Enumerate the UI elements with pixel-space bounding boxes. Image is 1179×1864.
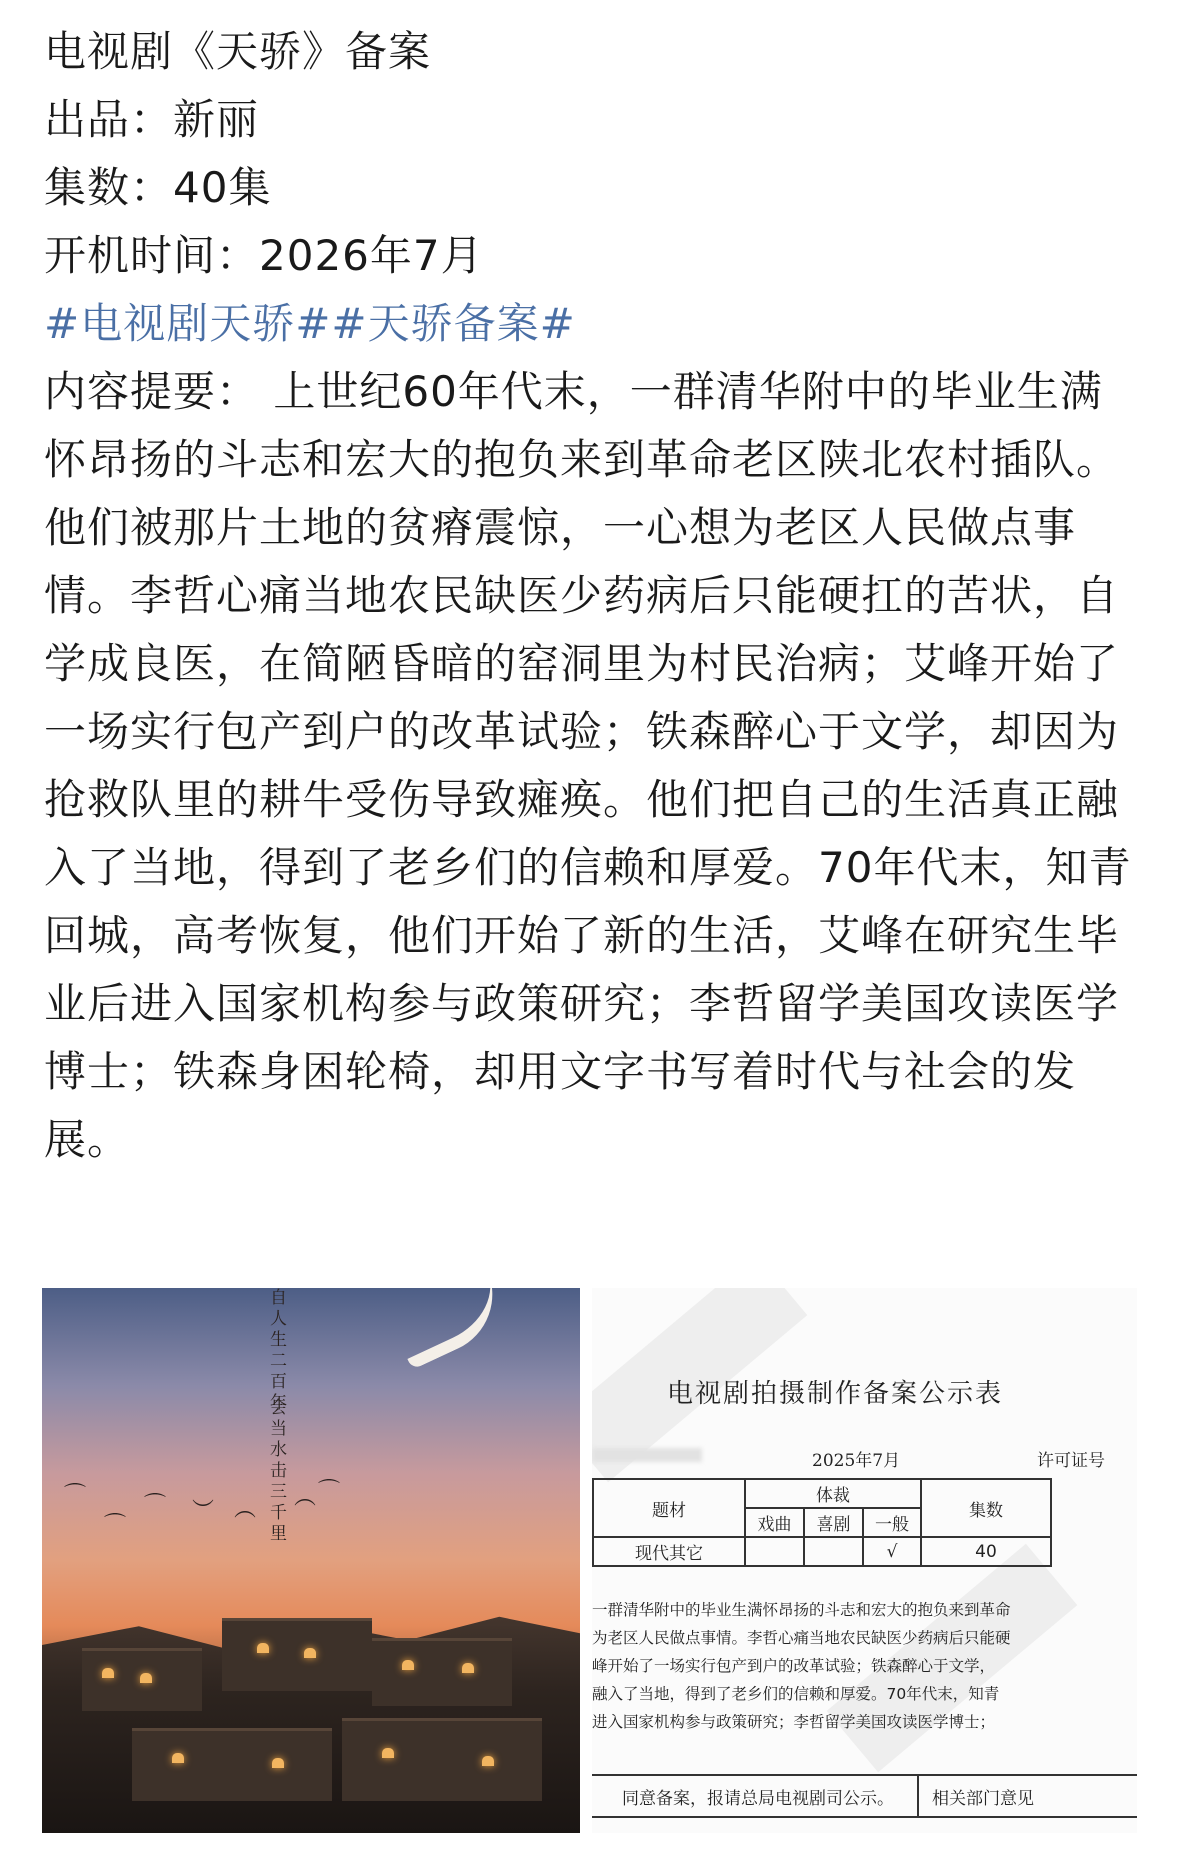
cell-opera [745,1537,804,1566]
bird-icon: ⌒ [104,1513,127,1538]
bird-icon: ⌒ [318,1479,341,1504]
image-grid [42,1288,1137,1833]
footer-department-opinion: 相关部门意见 [932,1789,1034,1809]
document-body-line: 峰开始了一场实行包产到户的改革试验；铁森醉心于文学， [592,1657,996,1675]
calligraphy-brush-stroke [382,1288,512,1370]
header-comedy: 喜剧 [804,1508,863,1537]
drama-poster-image[interactable] [42,1288,580,1833]
drama-title-line: 电视剧《天骄》备案 [44,27,432,76]
bird-icon: ︵ [294,1485,317,1510]
lit-window [102,1668,114,1678]
hashtag-tianjiao-filing[interactable]: #天骄备案# [331,299,576,348]
header-subject: 题材 [593,1479,745,1537]
village-house [342,1718,542,1801]
poster-vertical-text-1: 自人生二百年 [266,1288,286,1414]
header-opera: 戏曲 [745,1508,804,1537]
document-body-line: 为老区人民做点事情。李哲心痛当地农民缺医少药病后只能硬 [592,1629,1011,1647]
lit-window [257,1643,269,1653]
footer-divider [917,1776,919,1816]
lit-window [172,1753,184,1763]
village-house [222,1618,372,1691]
header-general: 一般 [863,1508,921,1537]
producer-line: 出品：新丽 [44,95,260,144]
document-body [592,1596,1137,1736]
cell-subject: 现代其它 [593,1537,745,1566]
content-summary: 内容提要： 上世纪60年代末，一群清华附中的毕业生满怀昂扬的斗志和宏大的抱负来到革命老区陕北农村插队。他们被那片土地的贫瘠震惊，一心想为老区人民做点事情。李哲心痛当地农民缺医少药病后只能硬扛的苦状，自学成良医，在简陋昏暗的窑洞里为村民治病；艾峰开始了一场实行包产到户的改革试验；铁森醉心于文学，却因为抢救队里的耕牛受伤导致瘫痪。他们把自己的生活真正融入了当地，得到了老乡们的信赖和厚爱。70年代末，知青回城，高考恢复，他们开始了新的生活，艾峰在研究生毕业后进入国家机构参与政策研究；李哲留学美国攻读医学博士；铁森身困轮椅，却用文字书写着时代与社会的发展。 [44,367,1132,1164]
village-house [132,1728,332,1801]
document-body-line: 进入国家机构参与政策研究；李哲留学美国攻读医学博士； [592,1713,996,1731]
lit-window [382,1748,394,1758]
permit-number-label: 许可证号 [1037,1451,1105,1471]
cell-general-check: √ [863,1537,921,1566]
header-episodes: 集数 [921,1479,1051,1537]
bird-icon: ⌒ [144,1493,167,1518]
lit-window [304,1648,316,1658]
lit-window [462,1663,474,1673]
blurred-text [592,1448,702,1462]
bird-icon: ︶ [192,1499,215,1524]
document-footer [592,1774,1137,1818]
poster-vertical-text-2: 会当水击三千里 [266,1398,286,1545]
hashtag-drama-tianjiao[interactable]: #电视剧天骄# [44,299,332,348]
filing-document-image[interactable] [592,1288,1137,1833]
bird-icon: ⌒ [64,1483,87,1508]
lit-window [140,1673,152,1683]
document-title: 电视剧拍摄制作备案公示表 [667,1379,1004,1409]
header-genre: 体裁 [745,1479,921,1508]
lit-window [272,1758,284,1768]
start-time-line: 开机时间：2026年7月 [44,231,484,280]
post-content [44,18,1144,1174]
lit-window [402,1660,414,1670]
document-date: 2025年7月 [812,1451,901,1471]
episodes-line: 集数：40集 [44,163,272,212]
village-house [372,1638,512,1706]
lit-window [482,1756,494,1766]
cell-episodes: 40 [921,1537,1051,1566]
document-body-line: 一群清华附中的毕业生满怀昂扬的斗志和宏大的抱负来到革命 [592,1601,1011,1619]
footer-approval-text: 同意备案，报请总局电视剧司公示。 [622,1789,894,1809]
bird-icon: ︵ [234,1497,257,1522]
hashtag-line [44,290,1144,358]
filing-table [592,1478,1052,1567]
document-body-line: 融入了当地，得到了老乡们的信赖和厚爱。70年代末，知青 [592,1685,1000,1703]
cell-comedy [804,1537,863,1566]
